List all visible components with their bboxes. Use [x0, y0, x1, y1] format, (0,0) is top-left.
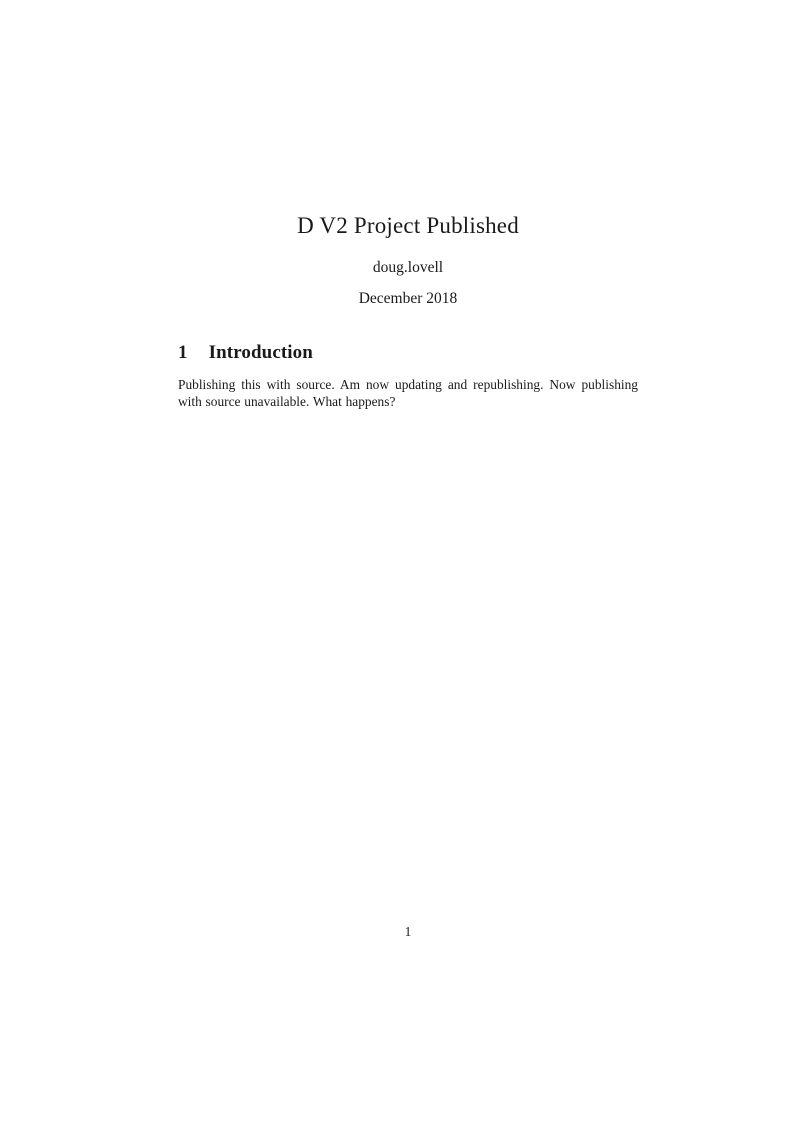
section-heading	[178, 342, 638, 364]
document-title: D V2 Project Published	[297, 213, 519, 238]
section-paragraph: Publishing this with source. Am now updating and republishing. Now publishing with source unavailable. What happens?	[178, 377, 638, 409]
document-author: doug.lovell	[372, 259, 444, 276]
document-date: December 2018	[358, 290, 458, 307]
section-number: 1	[178, 342, 188, 363]
page-number: 1	[404, 924, 412, 939]
section-title: Introduction	[208, 342, 313, 363]
